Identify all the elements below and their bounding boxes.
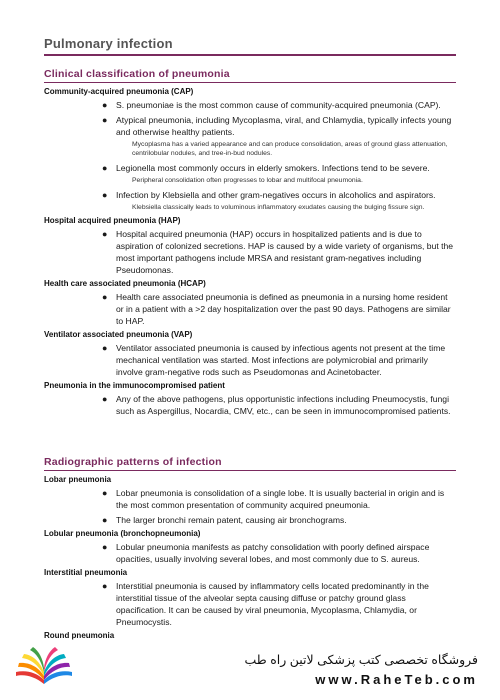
- bullet-icon: ●: [102, 115, 108, 125]
- bullet-icon: ●: [102, 515, 108, 525]
- note: Klebsiella classically leads to voluminous inflammatory exudates causing the bulging fissure sign.: [132, 204, 425, 211]
- list-item: ● Lobular pneumonia manifests as patchy consolidation with poorly defined airspace opacities, usually involving several lobes, and most commonly due to S. aureus.: [102, 542, 430, 564]
- section-clinical-classification: [44, 68, 456, 420]
- list-item: ● Infection by Klebsiella and other gram-negatives occurs in alcoholics and aspirators.: [102, 190, 436, 200]
- list-item: ● Health care associated pneumonia is defined as pneumonia in a nursing home resident or in a patient with a >2 day hospitalization over the past 90 days. Pathogens are similar to HAP.: [102, 292, 451, 326]
- subheading-immunocompromised: Pneumonia in the immunocompromised patient: [44, 381, 225, 390]
- list-item: ● The larger bronchi remain patent, causing air bronchograms.: [102, 515, 347, 525]
- shop-name: فروشگاه تخصصی کتب پزشکی لاتین راه طب: [244, 653, 478, 667]
- list-item: ● Atypical pneumonia, including Mycoplasma, viral, and Chlamydia, typically infects young and otherwise healthy patients.: [102, 115, 452, 137]
- bullet-icon: ●: [102, 343, 108, 353]
- list-item: ● Ventilator associated pneumonia is caused by infectious agents not present at the time mechanical ventilation was started. Most infections are polymicrobial and primarily involve gram-negative rods such as Pseudomonas and Acinetobacter.: [102, 343, 446, 377]
- subheading-lobular: Lobular pneumonia (bronchopneumonia): [44, 529, 201, 538]
- subheading-round: Round pneumonia: [44, 631, 115, 640]
- cap-list: [44, 99, 456, 138]
- website-link[interactable]: www.RaheTeb.com: [315, 672, 478, 687]
- title-rule: [44, 54, 456, 56]
- bullet-icon: ●: [102, 229, 108, 239]
- bullet-icon: ●: [102, 542, 108, 552]
- bullet-icon: ●: [102, 394, 108, 404]
- section-heading: Radiographic patterns of infection: [44, 456, 456, 471]
- list-item: ● Hospital acquired pneumonia (HAP) occurs in hospitalized patients and is due to aspiration of colonized secretions. HAP is caused by a wide variety of organisms, but the most important pathogens include MRSA and resistant gram-negatives including Pseudomonas.: [102, 229, 454, 275]
- list-item: ● S. pneumoniae is the most common cause of community-acquired pneumonia (CAP).: [102, 100, 441, 110]
- section-heading: Clinical classification of pneumonia: [44, 68, 456, 83]
- page-title: Pulmonary infection: [44, 36, 173, 51]
- note: Peripheral consolidation often progresses to lobar and multifocal pneumonia.: [132, 177, 363, 184]
- list-item: ● Any of the above pathogens, plus opportunistic infections including Pneumocystis, fungi such as Aspergillus, Nocardia, CMV, etc., can be seen in immunocompromised patients.: [102, 394, 451, 416]
- subheading-lobar: Lobar pneumonia: [44, 475, 112, 484]
- note: Mycoplasma has a varied appearance and can produce consolidation, areas of ground glass attenuation, centrilobular nodules, and tree-in-bud nodules.: [132, 141, 448, 157]
- list-item: ● Lobar pneumonia is consolidation of a single lobe. It is usually bacterial in origin and is the most common presentation of community acquired pneumonia.: [102, 488, 445, 510]
- subheading-interstitial: Interstitial pneumonia: [44, 568, 128, 577]
- list-item: ● Legionella most commonly occurs in elderly smokers. Infections tend to be severe.: [102, 163, 430, 173]
- bullet-icon: ●: [102, 488, 108, 498]
- footer-banner: [0, 640, 500, 700]
- bullet-icon: ●: [102, 190, 108, 200]
- subheading-hap: Hospital acquired pneumonia (HAP): [44, 216, 181, 225]
- bullet-icon: ●: [102, 581, 108, 591]
- bullet-icon: ●: [102, 100, 108, 110]
- bullet-icon: ●: [102, 292, 108, 302]
- bullet-icon: ●: [102, 163, 108, 173]
- subheading-vap: Ventilator associated pneumonia (VAP): [44, 330, 193, 339]
- list-item: ● Interstitial pneumonia is caused by inflammatory cells located predominantly in the interstitial tissue of the alveolar septa causing diffuse or patchy ground glass opacification. It can be caused by viral pneumonia, Mycoplasma, Chlamydia, or Pneumocystis.: [102, 581, 429, 627]
- subheading-hcap: Health care associated pneumonia (HCAP): [44, 279, 206, 288]
- subheading-cap: Community-acquired pneumonia (CAP): [44, 87, 194, 96]
- section-radiographic-patterns: [44, 456, 456, 643]
- book-logo-icon: [14, 646, 74, 688]
